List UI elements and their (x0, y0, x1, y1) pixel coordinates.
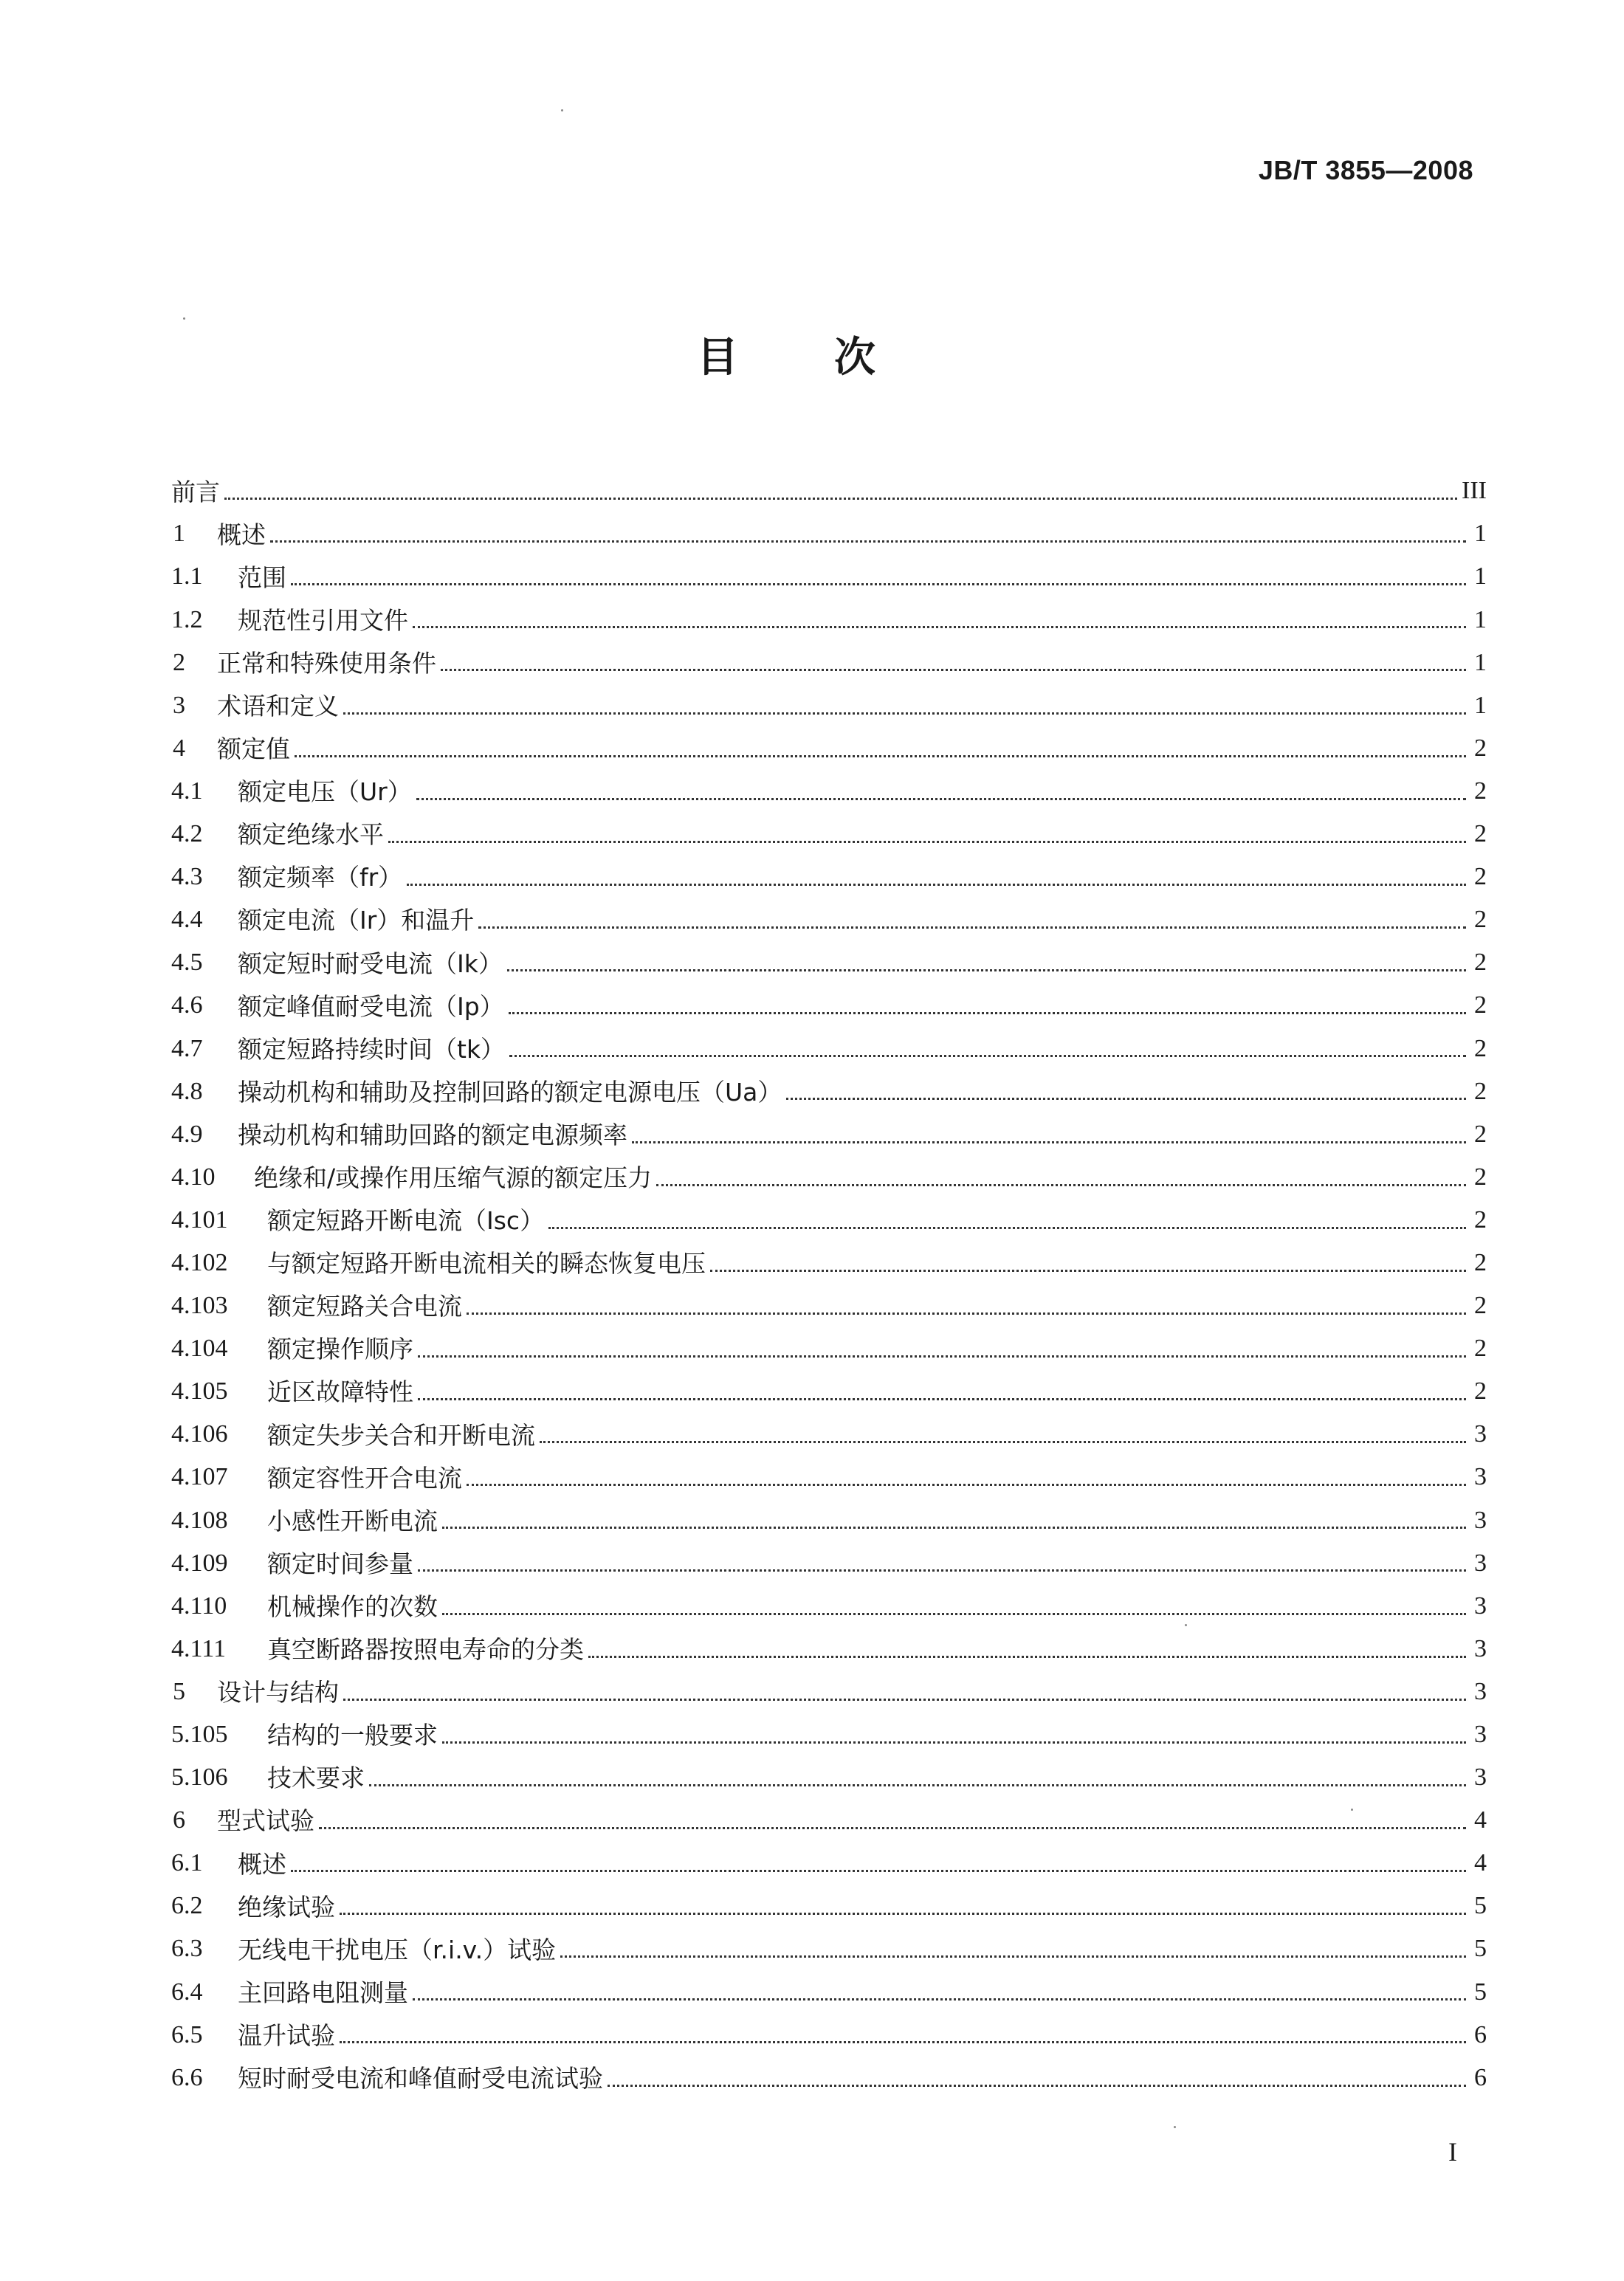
toc-entry-number: 4.104 (171, 1335, 228, 1363)
scan-speck (1174, 2126, 1176, 2128)
toc-entry-title: 短时耐受电流和峰值耐受电流试验 (238, 2063, 603, 2093)
toc-entry-page: 1 (1474, 605, 1487, 633)
scan-speck (183, 317, 185, 320)
toc-entry[interactable] (171, 892, 1487, 935)
toc-leader-dots (540, 1441, 1466, 1443)
toc-leader-dots (467, 1484, 1466, 1486)
toc-entry-title: 额定操作顺序 (267, 1335, 413, 1364)
toc-entry-page: 2 (1474, 1248, 1487, 1276)
toc-entry-page: 6 (1474, 2063, 1487, 2091)
toc-entry-title: 设计与结构 (217, 1678, 339, 1707)
toc-entry-number: 4.2 (171, 820, 203, 848)
toc-entry-title: 额定频率（fr） (238, 863, 403, 892)
toc-entry-page: 2 (1474, 1034, 1487, 1062)
toc-entry[interactable] (171, 1879, 1487, 1922)
toc-entry-number: 4.10 (171, 1163, 216, 1191)
toc-entry-number: 3 (173, 691, 185, 719)
toc-entry-title: 额定短路关合电流 (267, 1292, 462, 1321)
toc-entry-number: 6.3 (171, 1935, 203, 1963)
toc-entry-page: 3 (1474, 1677, 1487, 1705)
toc-entry[interactable] (171, 464, 1487, 506)
toc-leader-dots (509, 1055, 1466, 1057)
toc-leader-dots (478, 926, 1466, 929)
toc-leader-dots (319, 1827, 1466, 1829)
toc-leader-dots (442, 1741, 1466, 1744)
toc-entry-page: 2 (1474, 906, 1487, 934)
toc-entry-page: 1 (1474, 562, 1487, 591)
page-number: I (1448, 2137, 1457, 2167)
toc-entry-number: 4 (173, 734, 185, 762)
toc-entry-title: 正常和特殊使用条件 (217, 648, 436, 678)
toc-entry-title: 额定绝缘水平 (238, 820, 384, 850)
toc-entry-number: 4.1 (171, 777, 203, 805)
toc-entry[interactable] (171, 1150, 1487, 1193)
toc-entry-number: 6.1 (171, 1849, 203, 1877)
toc-entry-page: 2 (1474, 1077, 1487, 1105)
toc-entry-title: 技术要求 (267, 1764, 365, 1793)
toc-entry[interactable] (171, 1665, 1487, 1707)
toc-entry[interactable] (171, 1578, 1487, 1621)
toc-entry[interactable] (171, 764, 1487, 807)
toc-leader-dots (656, 1184, 1466, 1186)
toc-entry-page: 3 (1474, 1634, 1487, 1662)
toc-entry[interactable] (171, 1707, 1487, 1750)
toc-entry-number: 4.105 (171, 1377, 228, 1406)
toc-entry-title: 近区故障特性 (267, 1377, 413, 1407)
page-title: 目次 (697, 334, 971, 382)
toc-entry[interactable] (171, 1321, 1487, 1364)
toc-entry-number: 1.2 (171, 605, 203, 633)
toc-entry-title: 操动机构和辅助回路的额定电源频率 (238, 1120, 627, 1149)
toc-entry-title: 操动机构和辅助及控制回路的额定电源电压（Ua） (238, 1077, 782, 1107)
toc-entry-number: 6.2 (171, 1892, 203, 1920)
toc-leader-dots (467, 1312, 1466, 1315)
toc-entry-title: 额定失步关合和开断电流 (267, 1420, 535, 1450)
toc-entry-title: 额定短路持续时间（tk） (238, 1034, 506, 1064)
toc-entry[interactable] (171, 549, 1487, 592)
toc-entry[interactable] (171, 1964, 1487, 2007)
scan-speck (561, 109, 563, 111)
toc-entry[interactable] (171, 1450, 1487, 1493)
toc-entry-page: 3 (1474, 1506, 1487, 1534)
toc-entry-title: 无线电干扰电压（r.i.v.）试验 (238, 1935, 557, 1964)
toc-entry-page: 5 (1474, 1935, 1487, 1963)
toc-entry[interactable] (171, 2050, 1487, 2093)
toc-entry-page: 3 (1474, 1721, 1487, 1749)
toc-leader-dots (343, 1699, 1466, 1701)
toc-leader-dots (388, 841, 1466, 843)
toc-entry-title: 型式试验 (217, 1806, 314, 1836)
toc-entry[interactable] (171, 635, 1487, 678)
toc-entry-page: 3 (1474, 1592, 1487, 1620)
toc-entry-page: 3 (1474, 1463, 1487, 1491)
toc-leader-dots (418, 1569, 1466, 1572)
toc-entry-page: 2 (1474, 1163, 1487, 1191)
toc-leader-dots (560, 1955, 1466, 1958)
toc-entry-title: 额定值 (217, 734, 290, 764)
toc-entry[interactable] (171, 592, 1487, 635)
toc-entry-number: 6 (173, 1806, 185, 1834)
toc-entry-title: 结构的一般要求 (267, 1721, 438, 1750)
toc-entry-number: 4.109 (171, 1549, 228, 1577)
toc-leader-dots (295, 755, 1466, 757)
toc-entry-page: 2 (1474, 991, 1487, 1019)
toc-entry-number: 6.6 (171, 2063, 203, 2091)
toc-leader-dots (786, 1098, 1466, 1100)
toc-leader-dots (588, 1656, 1466, 1658)
toc-entry-title: 额定短时耐受电流（Ik） (238, 949, 503, 978)
toc-leader-dots (442, 1527, 1466, 1529)
toc-entry-page: 2 (1474, 949, 1487, 977)
toc-leader-dots (413, 626, 1466, 628)
toc-entry-title: 额定容性开合电流 (267, 1463, 462, 1493)
toc-entry[interactable] (171, 1193, 1487, 1236)
toc-entry-title: 真空断路器按照电寿命的分类 (267, 1635, 584, 1665)
toc-entry-number: 6.5 (171, 2020, 203, 2048)
toc-entry-number: 4.9 (171, 1120, 203, 1148)
toc-entry-page: 2 (1474, 1292, 1487, 1320)
toc-leader-dots (416, 798, 1466, 800)
toc-entry-number: 5.106 (171, 1764, 228, 1792)
toc-entry[interactable] (171, 1750, 1487, 1793)
toc-entry-number: 4.4 (171, 906, 203, 934)
toc-leader-dots (441, 669, 1466, 671)
toc-leader-dots (442, 1613, 1466, 1615)
toc-entry-number: 6.4 (171, 1978, 203, 2006)
toc-entry-page: 4 (1474, 1849, 1487, 1877)
toc-entry-number: 4.8 (171, 1077, 203, 1105)
toc-entry-title: 绝缘试验 (238, 1892, 335, 1922)
toc-entry-page: 2 (1474, 820, 1487, 848)
toc-leader-dots (418, 1355, 1466, 1358)
toc-entry-title: 规范性引用文件 (238, 605, 408, 635)
toc-entry[interactable] (171, 1107, 1487, 1149)
toc-entry-title: 概述 (238, 1849, 286, 1879)
toc-entry-title: 绝缘和/或操作用压缩气源的额定压力 (254, 1163, 653, 1192)
toc-entry-number: 4.106 (171, 1420, 228, 1448)
toc-leader-dots (340, 1913, 1466, 1915)
toc-entry-number: 4.3 (171, 863, 203, 891)
toc-entry-number: 4.101 (171, 1205, 228, 1234)
toc-entry[interactable] (171, 1922, 1487, 1964)
toc-entry-number: 4.107 (171, 1463, 228, 1491)
toc-entry[interactable] (171, 1793, 1487, 1836)
toc-entry-number: 4.6 (171, 991, 203, 1019)
toc-entry[interactable] (171, 1407, 1487, 1450)
toc-entry[interactable] (171, 1493, 1487, 1535)
standard-number: JB/T 3855—2008 (1258, 155, 1473, 185)
toc-entry-page: 1 (1474, 648, 1487, 676)
toc-leader-dots (369, 1784, 1466, 1786)
toc-leader-dots (270, 540, 1466, 543)
toc-entry[interactable] (171, 506, 1487, 549)
toc-entry-page: 3 (1474, 1420, 1487, 1448)
toc-entry-page: 1 (1474, 691, 1487, 719)
toc-entry[interactable] (171, 1236, 1487, 1279)
toc-entry-number: 4.111 (171, 1634, 226, 1662)
toc-entry-number: 1.1 (171, 562, 203, 591)
toc-entry-title: 额定短路开断电流（Isc） (267, 1206, 545, 1236)
scan-speck (1185, 1624, 1187, 1626)
toc-entry[interactable] (171, 1279, 1487, 1321)
toc-entry-title: 概述 (217, 520, 266, 549)
toc-entry-page: III (1462, 477, 1487, 505)
toc-entry[interactable] (171, 807, 1487, 850)
toc-entry-page: 2 (1474, 1120, 1487, 1148)
toc-entry-number: 4.103 (171, 1292, 228, 1320)
toc-entry-number: 4.110 (171, 1592, 227, 1620)
toc-leader-dots (608, 2085, 1466, 2087)
toc-leader-dots (224, 498, 1457, 500)
toc-entry-title: 术语和定义 (217, 691, 339, 720)
toc-leader-dots (710, 1270, 1466, 1272)
toc-entry-number: 5 (173, 1677, 185, 1705)
toc-leader-dots (291, 583, 1466, 585)
toc-entry-number: 2 (173, 648, 185, 676)
toc-entry[interactable] (171, 1064, 1487, 1107)
toc-entry[interactable] (171, 721, 1487, 764)
toc-entry-page: 2 (1474, 777, 1487, 805)
toc-entry-page: 3 (1474, 1549, 1487, 1577)
toc-entry-number: 1 (173, 520, 185, 548)
toc-leader-dots (509, 1012, 1466, 1014)
toc-entry-title: 前言 (171, 477, 220, 506)
toc-leader-dots (343, 712, 1466, 715)
toc-entry[interactable] (171, 850, 1487, 892)
toc-leader-dots (291, 1870, 1466, 1872)
toc-entry-title: 与额定短路开断电流相关的瞬态恢复电压 (267, 1249, 706, 1279)
toc-leader-dots (632, 1141, 1466, 1143)
toc-entry[interactable] (171, 1622, 1487, 1665)
toc-entry[interactable] (171, 1021, 1487, 1064)
toc-entry-page: 2 (1474, 1377, 1487, 1406)
toc-entry[interactable] (171, 1364, 1487, 1407)
toc-entry[interactable] (171, 1836, 1487, 1879)
toc-leader-dots (340, 2041, 1466, 2043)
toc-leader-dots (413, 1998, 1466, 2000)
toc-entry-page: 2 (1474, 734, 1487, 762)
toc-entry-page: 5 (1474, 1978, 1487, 2006)
toc-entry-page: 5 (1474, 1892, 1487, 1920)
toc-entry-page: 2 (1474, 1205, 1487, 1234)
toc-entry-title: 主回路电阻测量 (238, 1978, 408, 2007)
toc-leader-dots (418, 1398, 1466, 1400)
toc-entry-title: 范围 (238, 562, 286, 592)
toc-entry[interactable] (171, 1535, 1487, 1578)
toc-entry[interactable] (171, 935, 1487, 978)
toc-entry-title: 温升试验 (238, 2020, 335, 2050)
toc-entry-title: 机械操作的次数 (267, 1592, 438, 1621)
toc-entry-page: 2 (1474, 863, 1487, 891)
toc-leader-dots (407, 884, 1466, 886)
toc-entry-page: 3 (1474, 1764, 1487, 1792)
toc-entry-number: 4.5 (171, 949, 203, 977)
toc-entry-page: 4 (1474, 1806, 1487, 1834)
table-of-contents (171, 464, 1487, 2094)
toc-entry-title: 额定峰值耐受电流（Ip） (238, 991, 504, 1021)
toc-entry[interactable] (171, 978, 1487, 1021)
toc-entry-number: 5.105 (171, 1721, 228, 1749)
toc-entry-title: 额定电流（Ir）和温升 (238, 906, 475, 935)
toc-entry-number: 4.108 (171, 1506, 228, 1534)
toc-entry-number: 4.7 (171, 1034, 203, 1062)
toc-entry-title: 额定时间参量 (267, 1549, 413, 1578)
toc-entry-page: 6 (1474, 2020, 1487, 2048)
toc-entry-page: 2 (1474, 1335, 1487, 1363)
toc-entry[interactable] (171, 678, 1487, 720)
toc-entry[interactable] (171, 2007, 1487, 2050)
toc-entry-title: 额定电压（Ur） (238, 777, 412, 807)
toc-entry-number: 4.102 (171, 1248, 228, 1276)
toc-leader-dots (507, 969, 1466, 971)
toc-entry-title: 小感性开断电流 (267, 1506, 438, 1535)
toc-leader-dots (548, 1227, 1466, 1229)
scan-speck (1351, 1809, 1353, 1811)
toc-entry-page: 1 (1474, 520, 1487, 548)
